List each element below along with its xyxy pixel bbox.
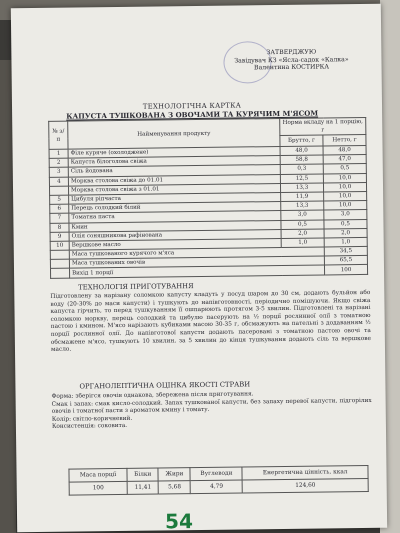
organoleptic-block: [52, 390, 372, 432]
document-sheet: [11, 4, 387, 532]
nutrition-header-fat: Жири: [158, 468, 190, 481]
nutrition-carbs: 4,79: [191, 480, 243, 494]
handwritten-page-number: 54: [164, 509, 194, 533]
table-row: 9 Олія соняшникова рафінована 2,0 2,0: [50, 228, 367, 241]
nutrition-header-mass: Маса порції: [69, 468, 127, 482]
form-line: Форма: зберігся овочів однакова, збережена після приготування.: [51, 391, 254, 400]
table-row: 6 Перець солодкий білий 13,3 10,0: [50, 201, 367, 214]
nutrition-table: [68, 465, 368, 496]
nutrition-protein: 11,41: [127, 481, 158, 494]
approval-block: [216, 48, 366, 72]
nutrition-header-protein: Білки: [127, 468, 158, 481]
table-row: 1 Філе куряче (охолоджене) 48,0 48,0: [49, 145, 366, 158]
nutrition-mass: 100: [69, 481, 127, 495]
table-row: 4 Морква столова свіжа до 01.01 12,5 10,0: [49, 173, 366, 186]
recipe-table: [48, 117, 368, 278]
col-gross-header: Брутто, г: [280, 135, 323, 147]
mass-meat-row: Маса тушкованого курячого м'яса 34,5: [50, 247, 367, 260]
table-row: 2 Капуста білоголова свіжа 58,8 47,0: [49, 155, 366, 168]
approval-heading: ЗАТВЕРДЖУЮ: [266, 48, 317, 57]
yield-row: Вихід 1 порції 100: [50, 265, 367, 278]
table-row: 10 Вершкове масло 1,0 1,0: [50, 237, 367, 250]
nutrition-header-carbs: Вуглеводи: [190, 467, 242, 481]
taste-line: Смак і запах: смак кисло-солодкий. Запах тушкованої капусти, без запаху перевої капусти, підгорілих овочів і томатної пасти з ароматом кмину і томату.: [51, 397, 372, 415]
col-number-header: № з/п: [49, 121, 68, 149]
table-row: Морква столова свіжа з 01.01 13,3 10,0: [49, 182, 366, 195]
tech-heading: ТЕХНОЛОГІЯ ПРИГОТУВАННЯ: [78, 282, 194, 292]
col-net-header: Нетто, г: [323, 134, 366, 146]
mass-veg-row: Маса тушкованих овочів 65,5: [50, 256, 367, 269]
col-norm-header: Норма вкладу на 1 порцію, г: [280, 117, 366, 135]
dish-title: КАПУСТА ТУШКОВАНА З ОВОЧАМИ ТА КУРЯЧИМ М'ЯСОМ: [66, 108, 319, 121]
approval-name: Валентина КОСТИРКА: [253, 63, 330, 72]
color-line: Колір: світло-коричневий.: [51, 415, 133, 423]
tech-paragraph: Підготовлену за нарізану соломкою капусту кладуть у посуд шаром до 30 см, додають бульйон або воду (20-30% до маси капусти) і тушкують до напівготовності, періодично помішуючи. Якщо свіжа капуста гірчить, то перед тушкуванням її ошпарюють протягом 3-5 хвилин. Підготовлені та нарізані соломкою моркву, перець солодкий та цибулю пасерують на ½ порції рослинної олії з томатною пастою і кмином. М'ясо нарізають кубиками масою 30-35 г, обсмажують на пательні з додаванням ½ порції рослинної олії. До напівготової капусти додають пасеровані з томатною пастою овочі та обсмажене м'ясо, тушкують 10 хвилин, за 5 хвилин до кінця тушкування додають сіль та вершкове масло.: [50, 289, 371, 353]
table-row: 8 Кмин 0,5 0,5: [50, 219, 367, 232]
nutrition-fat: 5,68: [158, 481, 190, 494]
document-title: ТЕХНОЛОГІЧНА КАРТКА: [142, 101, 242, 111]
table-row: 5 Цибуля ріпчаста 11,9 10,0: [50, 191, 367, 204]
consistency-line: Консистенція: соковита.: [51, 423, 128, 431]
table-row: 7 Томатна паста 3,0 3,0: [50, 210, 367, 223]
organoleptic-heading: ОРГАНОЛЕПТИЧНА ОЦІНКА ЯКОСТІ СТРАВИ: [79, 380, 251, 391]
approval-position: Завідувач КЗ «Ясла-садок «Калка»: [234, 55, 349, 65]
nutrition-energy: 124,60: [242, 478, 368, 493]
table-row: 3 Сіль йодована 0,3 0,5: [49, 164, 366, 177]
nutrition-header-energy: Енергетична цінність, ккал: [242, 465, 368, 480]
col-product-header: Найменування продукту: [68, 119, 280, 150]
